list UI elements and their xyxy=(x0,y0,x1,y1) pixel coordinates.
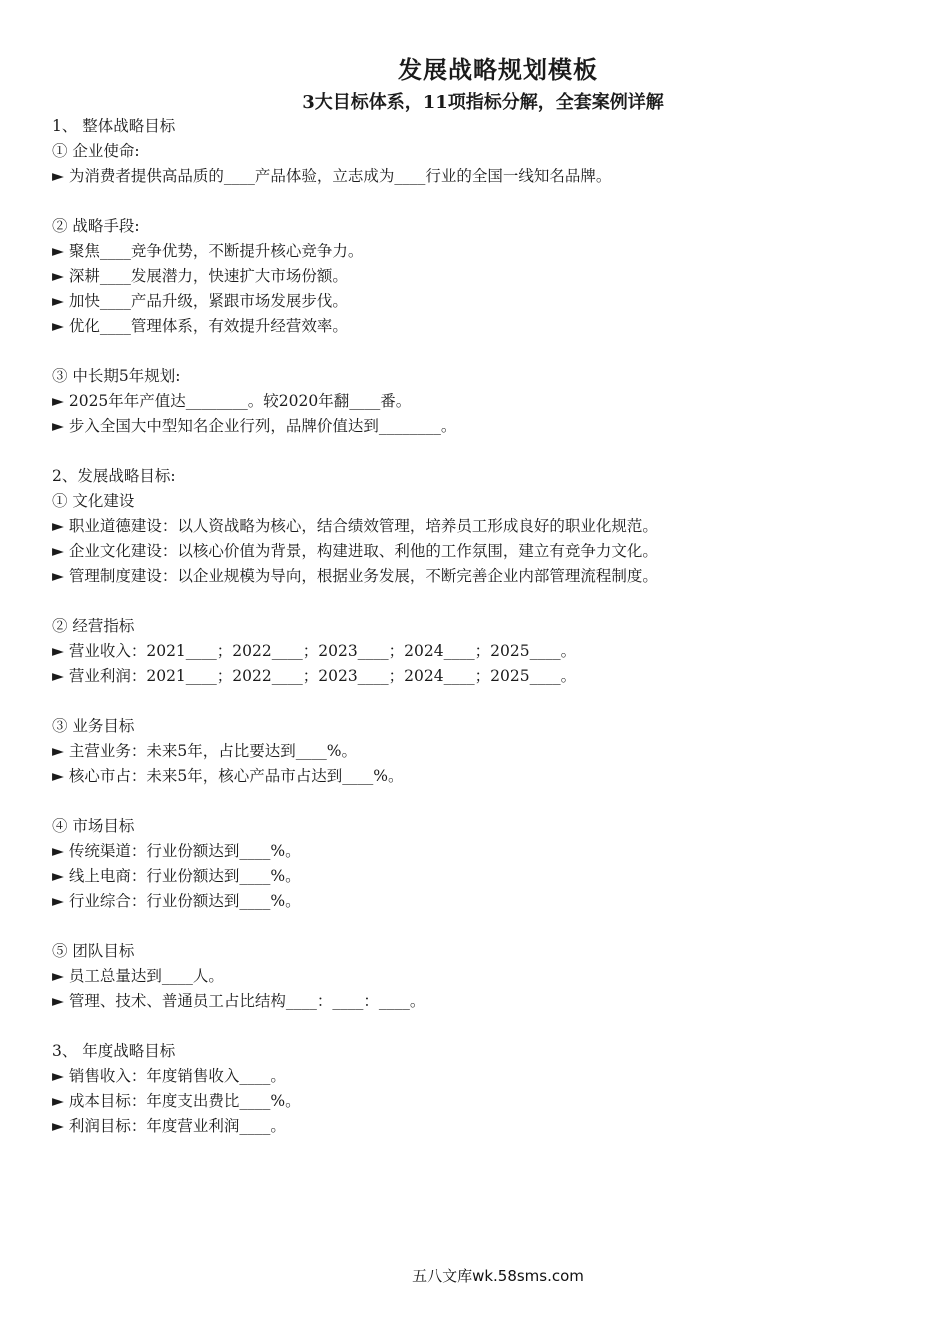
section-heading: 3、 年度战略目标 xyxy=(52,1042,176,1060)
spacer xyxy=(52,589,912,614)
spacer xyxy=(52,439,912,464)
document-title: 发展战略规划模板 xyxy=(398,55,598,84)
spacer xyxy=(52,689,912,714)
bullet-line: ► 线上电商：行业份额达到____%。 xyxy=(52,867,301,885)
bullet-line: ► 利润目标：年度营业利润____。 xyxy=(52,1117,286,1135)
subsection-heading: ④ 市场目标 xyxy=(52,817,135,835)
bullet-line: ► 员工总量达到____人。 xyxy=(52,967,224,985)
bullet-line: ► 管理、技术、普通员工占比结构____：____：____。 xyxy=(52,992,426,1010)
section-heading: 2、发展战略目标: xyxy=(52,467,176,485)
bullet-line: ► 聚焦____竞争优势，不断提升核心竞争力。 xyxy=(52,242,364,260)
bullet-line: ► 步入全国大中型知名企业行列，品牌价值达到________。 xyxy=(52,417,457,435)
bullet-line: ► 销售收入：年度销售收入____。 xyxy=(52,1067,286,1085)
bullet-line: ► 主营业务：未来5年，占比要达到____%。 xyxy=(52,742,357,760)
spacer xyxy=(52,189,912,214)
footer-watermark: 五八文库wk.58sms.com xyxy=(412,1267,584,1285)
bullet-line: ► 企业文化建设：以核心价值为背景，构建进取、利他的工作氛围，建立有竞争力文化。 xyxy=(52,542,658,560)
bullet-line: ► 为消费者提供高品质的____产品体验，立志成为____行业的全国一线知名品牌。 xyxy=(52,167,612,185)
subsection-heading: ① 文化建设 xyxy=(52,492,135,510)
spacer xyxy=(52,914,912,939)
subsection-heading: ⑤ 团队目标 xyxy=(52,942,135,960)
bullet-line: ► 行业综合：行业份额达到____%。 xyxy=(52,892,301,910)
section-heading: 1、 整体战略目标 xyxy=(52,117,176,135)
bullet-line: ► 优化____管理体系，有效提升经营效率。 xyxy=(52,317,348,335)
subsection-heading: ③ 业务目标 xyxy=(52,717,135,735)
spacer xyxy=(52,339,912,364)
bullet-line: ► 职业道德建设：以人资战略为核心，结合绩效管理，培养员工形成良好的职业化规范。 xyxy=(52,517,658,535)
spacer xyxy=(52,1014,912,1039)
document-subtitle: 3大目标体系，11项指标分解，全套案例详解 xyxy=(302,92,664,113)
bullet-line: ► 营业利润：2021____；2022____；2023____；2024____；2025____。 xyxy=(52,667,577,685)
bullet-line: ► 核心市占：未来5年，核心产品市占达到____%。 xyxy=(52,767,404,785)
bullet-line: ► 管理制度建设：以企业规模为导向，根据业务发展，不断完善企业内部管理流程制度。 xyxy=(52,567,658,585)
subsection-heading: ① 企业使命: xyxy=(52,142,140,160)
document-body xyxy=(52,114,912,1139)
subsection-heading: ② 战略手段: xyxy=(52,217,140,235)
bullet-line: ► 营业收入：2021____；2022____；2023____；2024____；2025____。 xyxy=(52,642,577,660)
subsection-heading: ② 经营指标 xyxy=(52,617,135,635)
bullet-line: ► 2025年年产值达________。较2020年翻____番。 xyxy=(52,392,412,410)
bullet-line: ► 加快____产品升级，紧跟市场发展步伐。 xyxy=(52,292,348,310)
spacer xyxy=(52,789,912,814)
bullet-line: ► 传统渠道：行业份额达到____%。 xyxy=(52,842,301,860)
bullet-line: ► 深耕____发展潜力，快速扩大市场份额。 xyxy=(52,267,348,285)
subsection-heading: ③ 中长期5年规划: xyxy=(52,367,181,385)
bullet-line: ► 成本目标：年度支出费比____%。 xyxy=(52,1092,301,1110)
